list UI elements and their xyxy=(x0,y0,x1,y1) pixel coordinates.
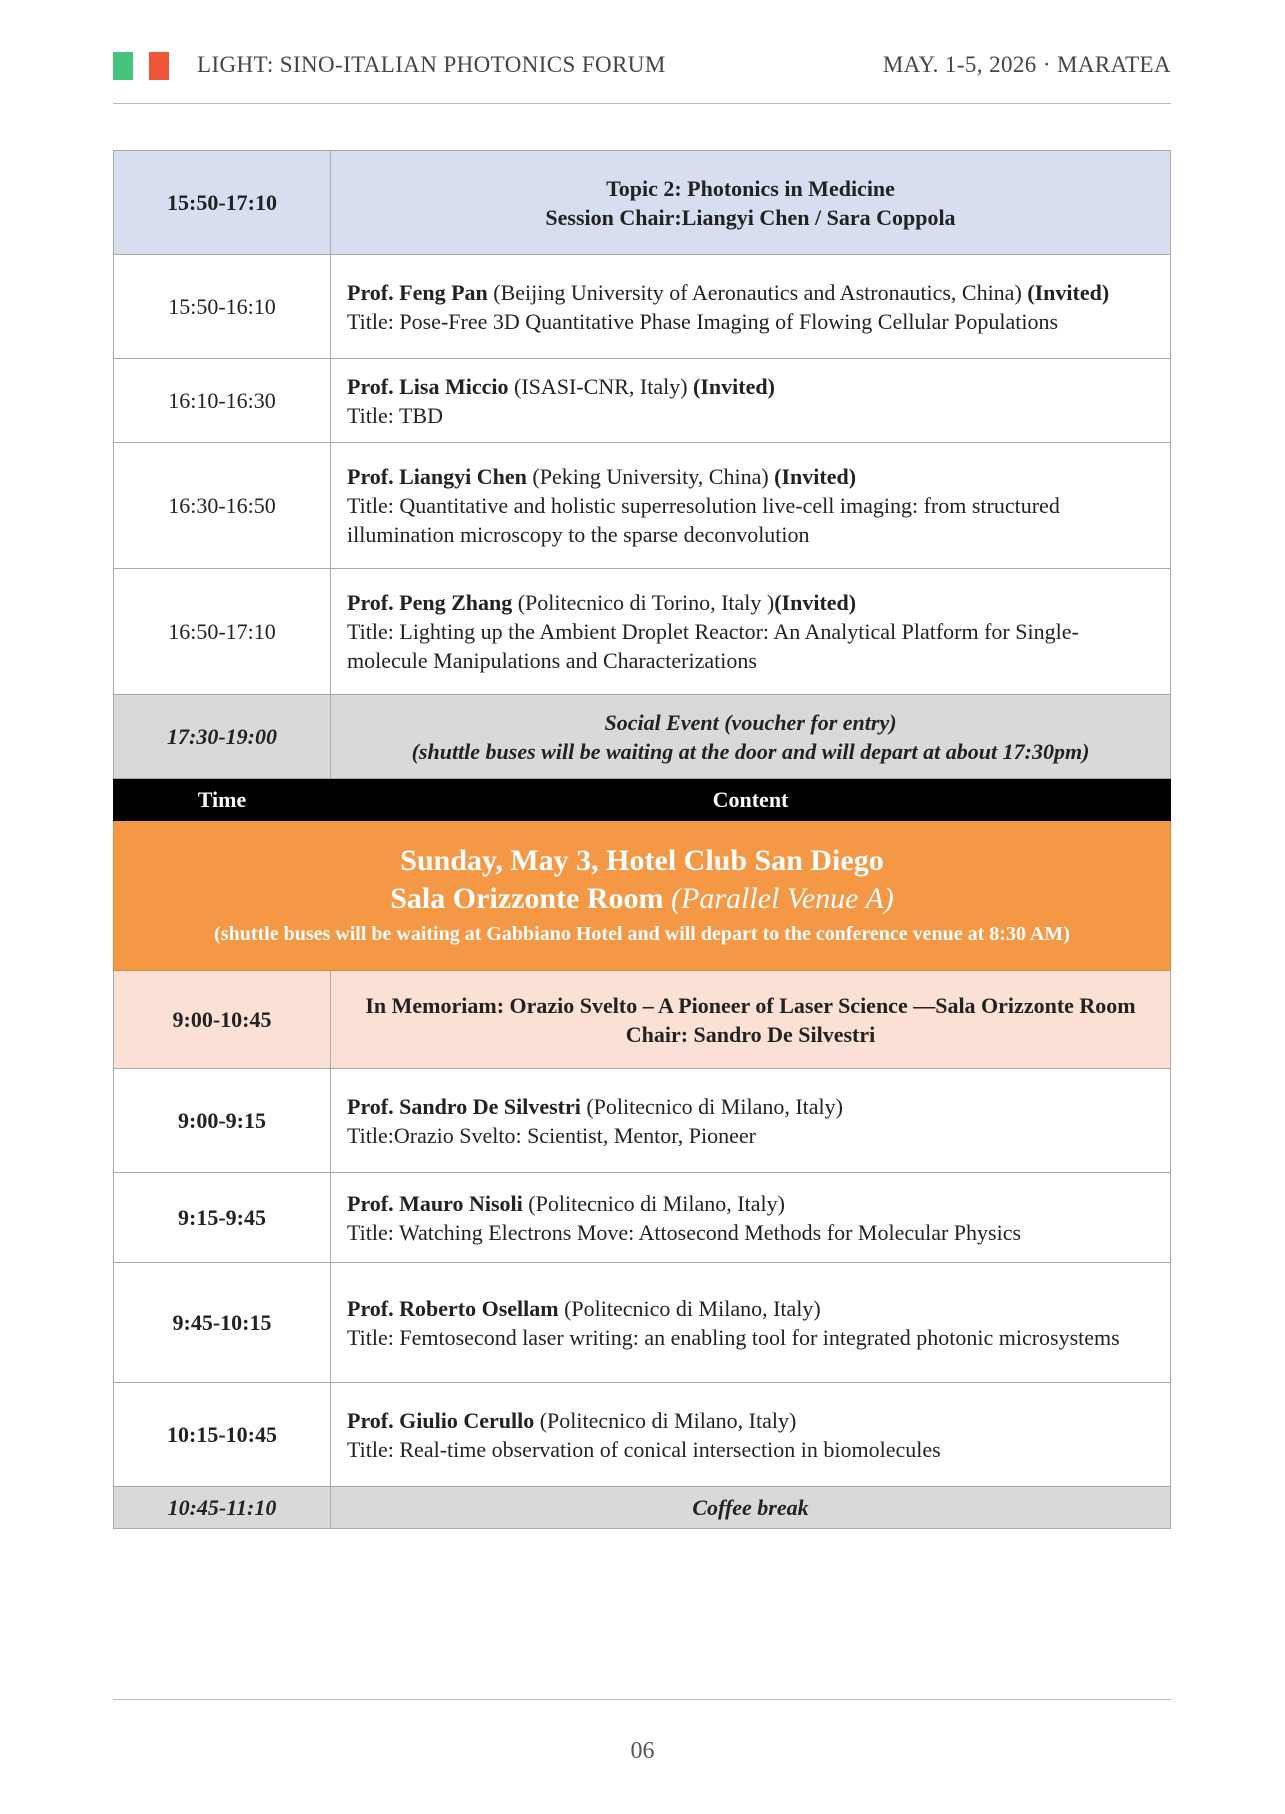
table-header-row xyxy=(114,779,1171,821)
speaker-affiliation: (Politecnico di Milano, Italy) xyxy=(522,1190,785,1216)
social-event-info xyxy=(331,695,1171,779)
talk-info xyxy=(331,1383,1171,1487)
speaker-affiliation: (Peking University, China) xyxy=(526,464,775,489)
talk-info xyxy=(331,1173,1171,1263)
venue-line xyxy=(114,880,1170,918)
invited-tag: (Invited) xyxy=(693,373,775,399)
talk-speaker-line xyxy=(347,1189,1158,1218)
session-chair: Session Chair:Liangyi Chen / Sara Coppola xyxy=(545,204,956,230)
talk-speaker-line xyxy=(347,588,1158,617)
talk-title: Title:Orazio Svelto: Scientist, Mentor, Pioneer xyxy=(347,1122,756,1148)
social-event-row xyxy=(114,695,1171,779)
talk-info xyxy=(331,1263,1171,1383)
italy-flag-red-stripe xyxy=(149,52,169,80)
coffee-break-row xyxy=(114,1487,1171,1529)
talk-title: Title: TBD xyxy=(347,402,443,428)
day-title: Sunday, May 3, Hotel Club San Diego xyxy=(400,843,884,877)
speaker-name: Prof. Mauro Nisoli xyxy=(347,1190,523,1216)
venue-room: Sala Orizzonte Room xyxy=(390,881,664,915)
talk-title: Title: Pose-Free 3D Quantitative Phase Imaging of Flowing Cellular Populations xyxy=(347,308,1059,334)
social-event-time: 17:30-19:00 xyxy=(114,695,331,779)
talk-row xyxy=(114,1383,1171,1487)
speaker-affiliation: (Politecnico di Milano, Italy) xyxy=(580,1093,843,1119)
talk-speaker-line xyxy=(347,462,1158,491)
invited-tag: (Invited) xyxy=(774,590,857,615)
talk-row xyxy=(114,443,1171,569)
session-info xyxy=(331,151,1171,255)
speaker-name: Prof. Sandro De Silvestri xyxy=(347,1093,581,1119)
speaker-name: Prof. Roberto Osellam xyxy=(347,1295,559,1321)
conference-title: LIGHT: SINO-ITALIAN PHOTONICS FORUM xyxy=(197,52,666,77)
speaker-name: Prof. Feng Pan xyxy=(347,279,488,305)
memoriam-header-row xyxy=(114,971,1171,1069)
coffee-break-time: 10:45-11:10 xyxy=(114,1487,331,1529)
speaker-name: Prof. Giulio Cerullo xyxy=(347,1407,535,1433)
talk-info xyxy=(331,1069,1171,1173)
talk-row xyxy=(114,1263,1171,1383)
talk-info xyxy=(331,359,1171,443)
speaker-affiliation: (Politecnico di Milano, Italy) xyxy=(558,1295,821,1321)
talk-time: 16:50-17:10 xyxy=(114,569,331,695)
speaker-name: Prof. Liangyi Chen xyxy=(347,464,527,489)
memoriam-chair: Chair: Sandro De Silvestri xyxy=(625,1021,876,1047)
memoriam-info xyxy=(331,971,1171,1069)
speaker-affiliation: (ISASI-CNR, Italy) xyxy=(508,373,694,399)
venue-parallel: (Parallel Venue A) xyxy=(671,881,894,915)
talk-time: 10:15-10:45 xyxy=(114,1383,331,1487)
talk-time: 15:50-16:10 xyxy=(114,255,331,359)
session-time: 15:50-17:10 xyxy=(114,151,331,255)
page-number: 06 xyxy=(630,1738,655,1764)
social-event-title: Social Event (voucher for entry) xyxy=(604,709,897,735)
talk-speaker-line xyxy=(347,1406,1158,1435)
speaker-affiliation: (Politecnico di Milano, Italy) xyxy=(534,1407,797,1433)
memoriam-time: 9:00-10:45 xyxy=(114,971,331,1069)
talk-time: 16:10-16:30 xyxy=(114,359,331,443)
talk-info xyxy=(331,569,1171,695)
talk-speaker-line xyxy=(347,1092,1158,1121)
invited-tag: (Invited) xyxy=(1027,279,1110,305)
talk-speaker-line xyxy=(347,1294,1158,1323)
talk-time: 16:30-16:50 xyxy=(114,443,331,569)
talk-row xyxy=(114,569,1171,695)
shuttle-note: (shuttle buses will be waiting at Gabbiano Hotel and will depart to the conference venue at 8:30 AM) xyxy=(214,922,1070,945)
talk-row xyxy=(114,359,1171,443)
speaker-name: Prof. Lisa Miccio xyxy=(347,373,509,399)
talk-info xyxy=(331,255,1171,359)
talk-speaker-line xyxy=(347,278,1158,307)
column-header-time: Time xyxy=(114,779,331,821)
talk-time: 9:00-9:15 xyxy=(114,1069,331,1173)
coffee-break-label: Coffee break xyxy=(331,1487,1171,1529)
talk-title: Title: Lighting up the Ambient Droplet Reactor: An Analytical Platform for Single-molecule Manipulations and Characterizations xyxy=(347,619,1079,673)
talk-title: Title: Watching Electrons Move: Attosecond Methods for Molecular Physics xyxy=(347,1219,1022,1245)
talk-speaker-line xyxy=(347,372,1158,401)
talk-title: Title: Real-time observation of conical intersection in biomolecules xyxy=(347,1436,941,1462)
memoriam-title: In Memoriam: Orazio Svelto – A Pioneer of Laser Science —Sala Orizzonte Room xyxy=(365,992,1136,1018)
talk-title: Title: Quantitative and holistic superresolution live-cell imaging: from structured illumination microscopy to the sparse deconvolution xyxy=(347,493,1060,547)
talk-info xyxy=(331,443,1171,569)
italy-flag-green-stripe xyxy=(113,52,133,80)
talk-row xyxy=(114,1173,1171,1263)
talk-row xyxy=(114,255,1171,359)
day-banner xyxy=(114,821,1171,971)
speaker-affiliation: (Beijing University of Aeronautics and Astronautics, China) xyxy=(487,279,1028,305)
conference-date-place: MAY. 1-5, 2026 · MARATEA xyxy=(882,52,1171,77)
talk-title: Title: Femtosecond laser writing: an enabling tool for integrated photonic microsystems xyxy=(347,1324,1120,1350)
day-banner-row xyxy=(114,821,1171,971)
footer-divider xyxy=(113,1699,1171,1700)
session-header-row xyxy=(114,151,1171,255)
talk-time: 9:15-9:45 xyxy=(114,1173,331,1263)
speaker-name: Prof. Peng Zhang xyxy=(347,590,513,615)
speaker-affiliation: (Politecnico di Torino, Italy ) xyxy=(512,590,775,615)
social-event-note: (shuttle buses will be waiting at the door and will depart at about 17:30pm) xyxy=(411,738,1090,764)
page-header xyxy=(113,42,1171,104)
column-header-content: Content xyxy=(331,779,1171,821)
session-title: Topic 2: Photonics in Medicine xyxy=(606,175,895,201)
talk-time: 9:45-10:15 xyxy=(114,1263,331,1383)
invited-tag: (Invited) xyxy=(774,464,857,489)
schedule-table xyxy=(113,150,1171,1529)
talk-row xyxy=(114,1069,1171,1173)
